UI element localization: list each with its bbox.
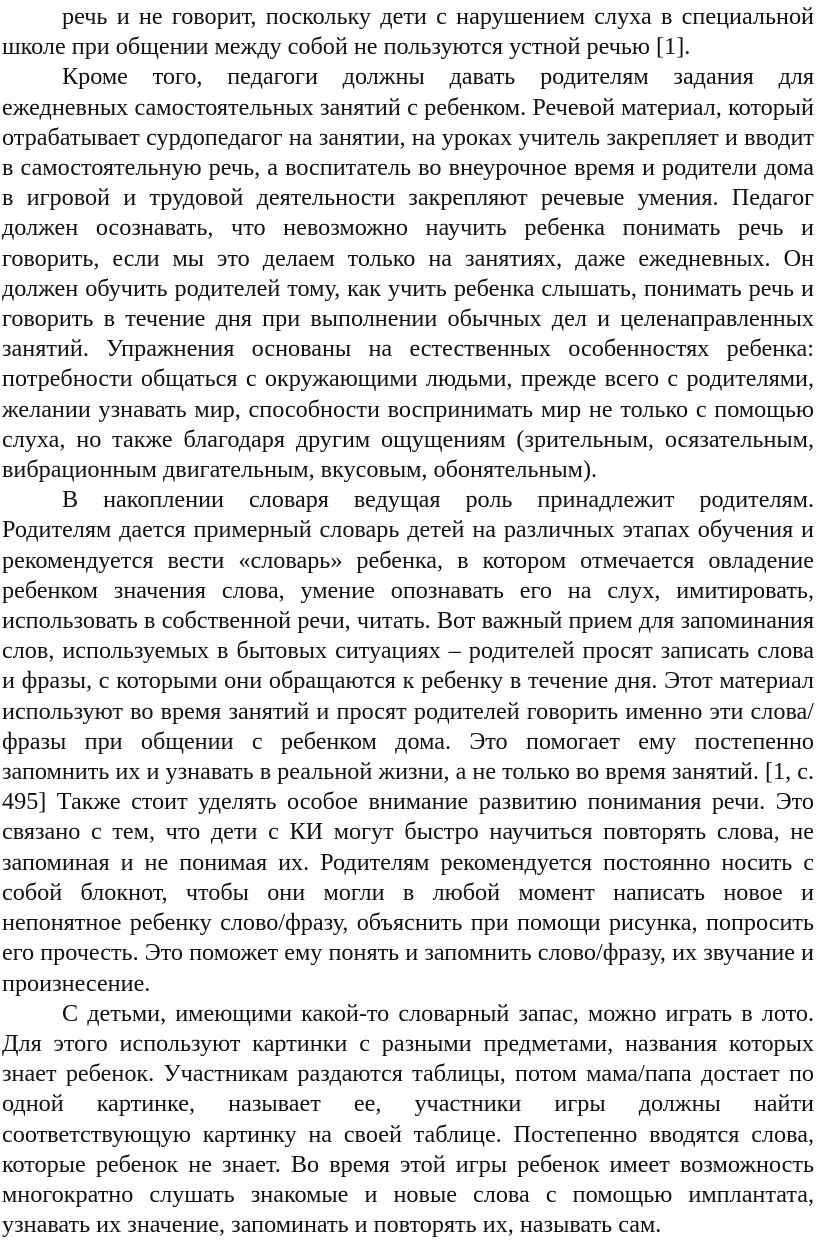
- paragraph-continuation: речь и не говорит, поскольку дети с нарушением слуха в специальной школе при общении между собой не пользуются устной речью [1].: [2, 3, 814, 61]
- paragraph-lotto-game: С детьми, имеющими какой-то словарный запас, можно играть в лото. Для этого используют картинки с разными предметами, названия которых знает ребенок. Участникам раздаются таблицы, потом мама/папа достает по одной картинке, называет ее, участники игры должны найти соответствующую картинку на своей таблице. Постепенно вводятся слова, которые ребенок не знает. Во время этой игры ребенок имеет возможность многократно слушать знакомые и новые слова с помощью имплантата, узнавать их значение, запоминать и повторять их, называть сам.: [2, 999, 814, 1239]
- paragraph-vocabulary: В накоплении словаря ведущая роль принадлежит родителям. Родителям дается примерный словарь детей на различных этапах обучения и рекомендуется вести «словарь» ребенка, в котором отмечается овладение ребенком значения слова, умение опознавать его на слух, имитировать, использовать в собственной речи, читать. Вот важный прием для запоминания слов, используемых в бытовых ситуациях – родителей просят записать слова и фразы, с которыми они обращаются к ребенку в течение дня. Этот материал используют во время занятий и просят родителей говорить именно эти слова/ фразы при общении с ребенком дома. Это помогает ему постепенно запомнить их и узнавать в реальной жизни, а не только во время занятий. [1, с. 495] Также стоит уделять особое внимание развитию понимания речи. Это связано с тем, что дети с КИ могут быстро научиться повторять слова, не запоминая и не понимая их. Родителям рекомендуется постоянно носить с собой блокнот, чтобы они могли в любой момент написать новое и непонятное ребенку слово/фразу, объяснить при помощи рисунка, попросить его прочесть. Это поможет ему понять и запомнить слово/фразу, их звучание и произнесение.: [2, 486, 814, 997]
- paragraph-parent-tasks: Кроме того, педагоги должны давать родителям задания для ежедневных самостоятельных занятий с ребенком. Речевой материал, который отрабатывает сурдопедагог на занятии, на уроках учитель закрепляет и вводит в самостоятельную речь, а воспитатель во внеурочное время и родители дома в игровой и трудовой деятельности закрепляют речевые умения. Педагог должен осознавать, что невозможно научить ребенка понимать речь и говорить, если мы это делаем только на занятиях, даже ежедневных. Он должен обучить родителей тому, как учить ребенка слышать, понимать речь и говорить в течение дня при выполнении обычных дел и целенаправленных занятий. Упражнения основаны на естественных особенностях ребенка: потребности общаться с окружающими людьми, прежде всего с родителями, желании узнавать мир, способности воспринимать мир не только с помощью слуха, но также благодаря другим ощущениям (зрительным, осязательным, вибрационным двигательным, вкусовым, обонятельным).: [2, 63, 814, 484]
